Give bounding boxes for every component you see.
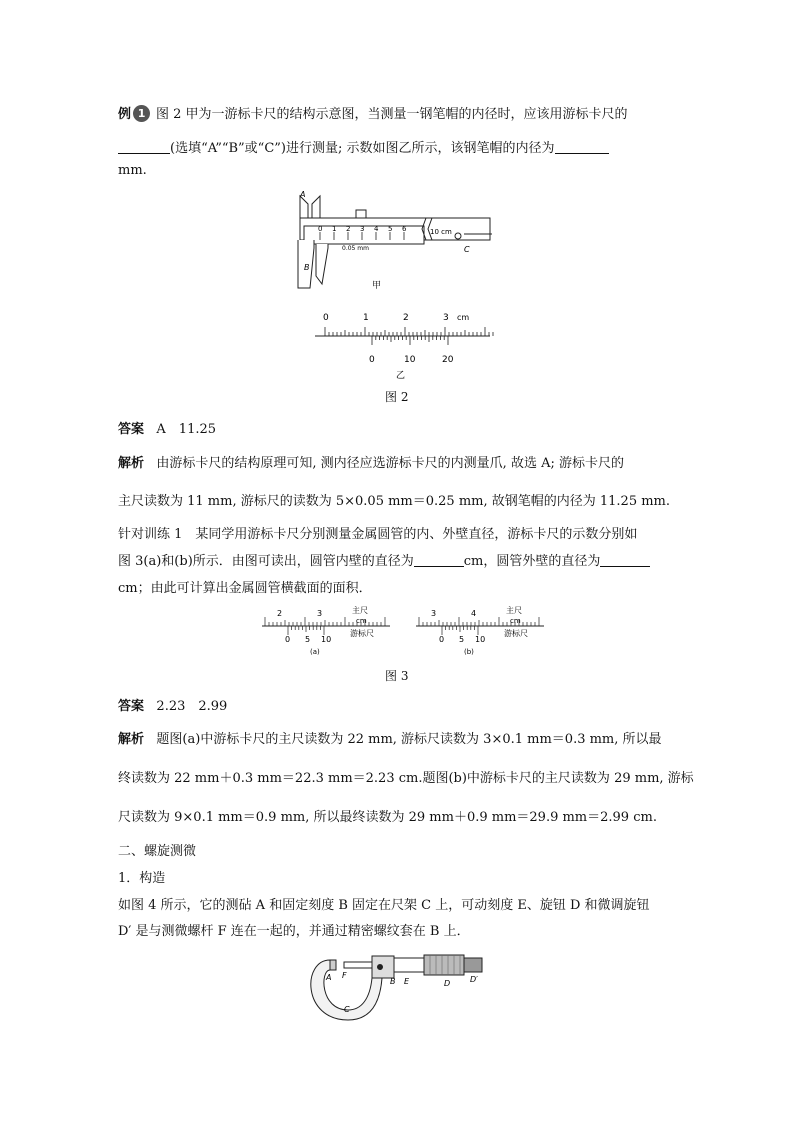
svg-text:4: 4	[374, 225, 379, 233]
example-line-1: 例 1 图 2 甲为一游标卡尺的结构示意图，当测量一钢笔帽的内径时，应该用游标卡尺的	[118, 107, 628, 122]
svg-text:F: F	[342, 971, 347, 980]
unit: cm	[457, 313, 470, 322]
training-1-line-1: 针对训练 1 某同学用游标卡尺分别测量金属圆管的内、外壁直径，游标卡尺的示数分别如	[118, 527, 638, 542]
training-1-line-3: cm；由此可计算出金属圆管横截面的面积．	[118, 581, 372, 596]
analysis-2-line-1: 解析 题图(a)中游标卡尺的主尺读数为 22 mm, 游标尺读数为 3×0.1 mm＝0.3 mm, 所以最	[118, 732, 662, 747]
answer-blank	[555, 141, 609, 154]
svg-text:游标尺: 游标尺	[504, 629, 528, 638]
answer-blank	[600, 554, 650, 567]
svg-text:0: 0	[323, 313, 329, 323]
section-2-sub: 1．构造	[118, 871, 166, 886]
svg-text:3: 3	[317, 609, 323, 618]
answer-blank	[118, 141, 170, 154]
figure-2-vernier-scale	[300, 306, 500, 382]
svg-text:主尺: 主尺	[352, 606, 368, 615]
svg-text:3: 3	[431, 609, 437, 618]
caption-jia: 甲	[372, 281, 382, 291]
figure-3b-vernier	[414, 604, 549, 658]
svg-text:10: 10	[475, 635, 486, 644]
svg-text:1: 1	[363, 313, 369, 323]
svg-text:10: 10	[321, 635, 332, 644]
example-line-2: (选填“A”“B”或“C”)进行测量; 示数如图乙所示，该钢笔帽的内径为	[118, 137, 609, 156]
svg-text:B: B	[390, 977, 396, 986]
svg-text:5: 5	[388, 225, 393, 233]
svg-text:D′: D′	[470, 975, 478, 984]
caption-yi: 乙	[396, 371, 406, 381]
analysis-2-line-2: 终读数为 22 mm＋0.3 mm＝22.3 mm＝2.23 cm.题图(b)中游标卡尺的主尺读数为 29 mm, 游标	[118, 771, 694, 786]
figure-3-caption: 图 3	[385, 669, 409, 683]
svg-text:2: 2	[403, 313, 409, 323]
example-prefix: 例	[118, 107, 132, 122]
section-2-line-2: D′ 是与测微螺杆 F 连在一起的，并通过精密螺纹套在 B 上．	[118, 924, 470, 939]
svg-text:E: E	[404, 977, 410, 986]
figure-2-caption: 图 2	[385, 390, 409, 404]
svg-text:3: 3	[360, 225, 365, 233]
svg-text:0: 0	[285, 635, 291, 644]
example-badge: 1	[133, 105, 150, 122]
example-line-3: mm.	[118, 163, 147, 178]
analysis-2-line-3: 尺读数为 9×0.1 mm＝0.9 mm, 所以最终读数为 29 mm＋0.9 mm＝29.9 mm＝2.99 cm.	[118, 810, 657, 825]
svg-text:1: 1	[332, 225, 337, 233]
svg-text:cm: cm	[356, 617, 367, 625]
answer-2: 答案 2.23 2.99	[118, 699, 228, 714]
svg-text:D: D	[444, 979, 451, 988]
svg-text:0: 0	[439, 635, 445, 644]
svg-text:主尺: 主尺	[506, 606, 522, 615]
label-b: B	[304, 263, 310, 272]
figure-2-caliper	[280, 188, 500, 293]
svg-text:20: 20	[442, 355, 454, 365]
figure-4-micrometer	[298, 948, 498, 1026]
svg-text:5: 5	[459, 635, 465, 644]
label-a: A	[300, 190, 306, 199]
svg-text:(a): (a)	[310, 648, 320, 656]
svg-text:C: C	[344, 1005, 350, 1014]
label-vernier: 0.05 mm	[342, 245, 369, 252]
svg-text:A: A	[326, 973, 332, 982]
svg-text:6: 6	[402, 225, 407, 233]
svg-text:0: 0	[369, 355, 375, 365]
svg-text:cm: cm	[510, 617, 521, 625]
section-2-line-1: 如图 4 所示，它的测砧 A 和固定刻度 B 固定在尺架 C 上，可动刻度 E、旋钮 D 和微调旋钮	[118, 898, 650, 913]
svg-text:2: 2	[346, 225, 351, 233]
figure-3a-vernier	[260, 604, 395, 658]
analysis-1-line-1: 解析 由游标卡尺的结构原理可知, 测内径应选游标卡尺的内测量爪, 故选 A; 游标卡尺的	[118, 456, 624, 471]
svg-text:3: 3	[443, 313, 449, 323]
analysis-1-line-2: 主尺读数为 11 mm, 游标尺的读数为 5×0.05 mm＝0.25 mm, 故钢笔帽的内径为 11.25 mm.	[118, 494, 671, 509]
answer-1: 答案 A 11.25	[118, 422, 217, 437]
svg-text:10: 10	[404, 355, 416, 365]
svg-text:5: 5	[305, 635, 311, 644]
svg-text:0: 0	[318, 225, 323, 233]
svg-text:4: 4	[471, 609, 477, 618]
training-1-line-2: 图 3(a)和(b)所示．由图可读出，圆管内壁的直径为 cm，圆管外壁的直径为	[118, 550, 650, 569]
label-cm: 10 cm	[430, 228, 452, 236]
label-c: C	[464, 245, 470, 254]
section-2-title: 二、螺旋测微	[118, 844, 197, 859]
svg-text:(b): (b)	[464, 648, 474, 656]
answer-blank	[414, 554, 464, 567]
svg-text:2: 2	[277, 609, 283, 618]
svg-text:游标尺: 游标尺	[350, 629, 374, 638]
